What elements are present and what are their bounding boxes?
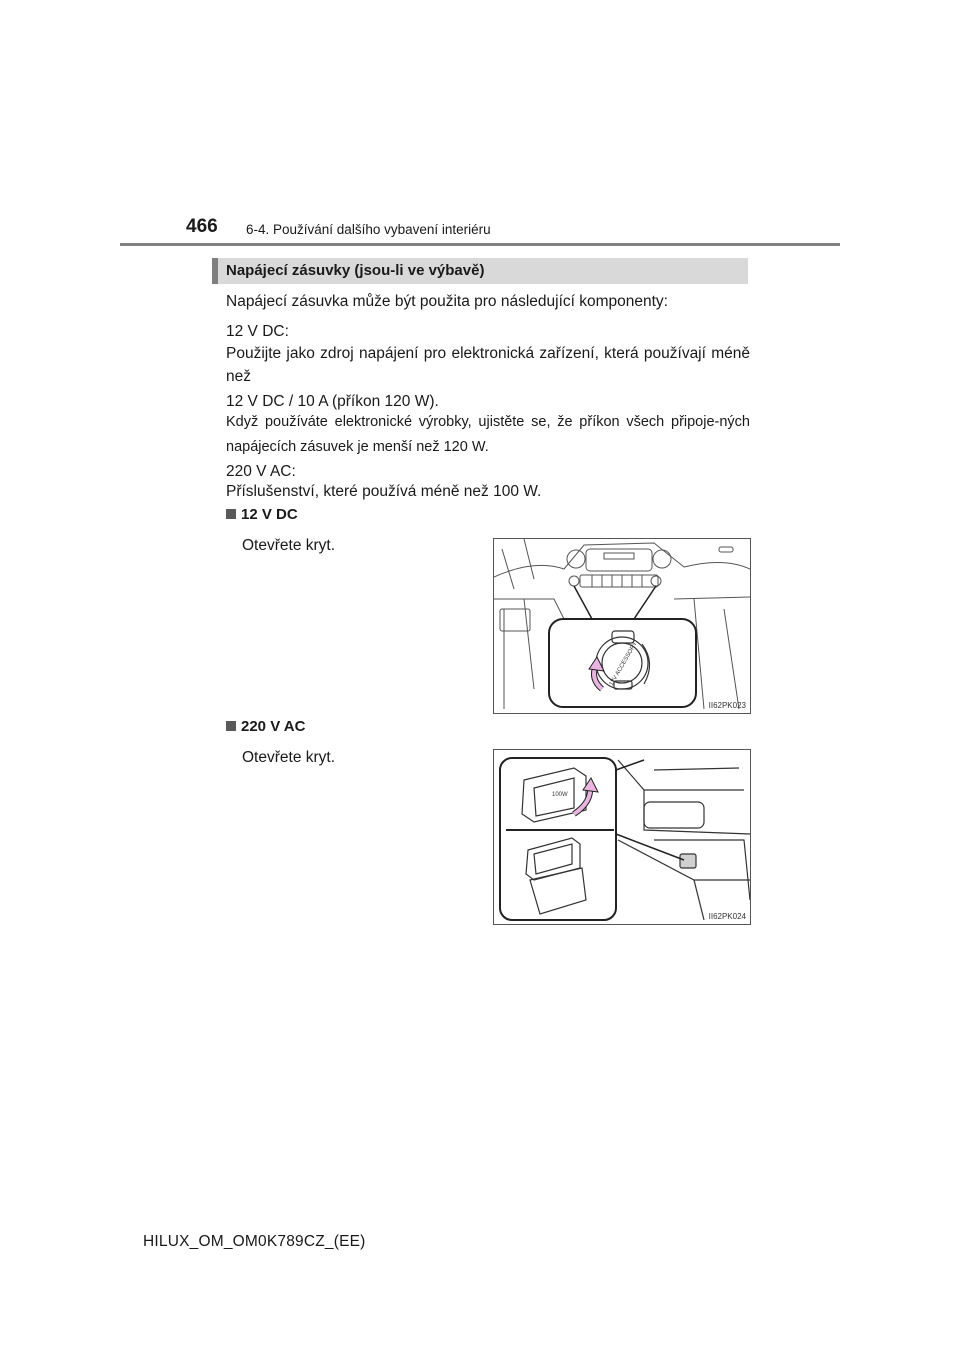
subsection-heading-ac xyxy=(226,718,305,735)
dc-text: Použijte jako zdroj napájení pro elektronická zařízení, která používají méně než xyxy=(226,345,750,385)
ac-label: 220 V AC: xyxy=(226,463,296,480)
section-bar-accent xyxy=(212,258,218,284)
document-id: HILUX_OM_OM0K789CZ_(EE) xyxy=(143,1233,366,1250)
dc-note: Když používáte elektronické výrobky, ujistěte se, že příkon všech připoje-ných napájecích zásuvek je menší než 120 W. xyxy=(226,414,750,455)
subsection-text-ac: Otevřete kryt. xyxy=(242,749,336,766)
figure-ac-socket xyxy=(493,749,751,925)
figure-code-ac: II62PK024 xyxy=(708,912,746,921)
subsection-heading-dc xyxy=(226,506,298,523)
dc-label: 12 V DC: xyxy=(226,323,289,340)
section-title: Napájecí zásuvky (jsou-li ve výbavě) xyxy=(226,262,485,279)
page-number: 466 xyxy=(186,216,218,237)
subsection-heading-ac-text: 220 V AC xyxy=(241,718,306,735)
section-title-bar xyxy=(212,258,748,284)
square-bullet-icon xyxy=(226,509,236,519)
chapter-title: 6-4. Používání dalšího vybavení interiéru xyxy=(246,222,491,237)
intro-text: Napájecí zásuvka může být použita pro následující komponenty: xyxy=(226,293,668,310)
ac-text: Příslušenství, které používá méně než 100 W. xyxy=(226,483,542,500)
cover-label: 100W xyxy=(552,792,568,798)
dc-limit: 12 V DC / 10 A (příkon 120 W). xyxy=(226,393,439,410)
header-rule xyxy=(120,243,840,246)
socket-label: 12V ACCESSORY xyxy=(608,641,639,687)
figure-dc-socket xyxy=(493,538,751,714)
square-bullet-icon xyxy=(226,721,236,731)
console-socket-illustration xyxy=(494,750,750,924)
figure-code-dc: II62PK023 xyxy=(708,701,746,710)
subsection-heading-dc-text: 12 V DC xyxy=(241,506,298,523)
subsection-text-dc: Otevřete kryt. xyxy=(242,537,336,554)
dashboard-socket-illustration xyxy=(494,539,750,713)
